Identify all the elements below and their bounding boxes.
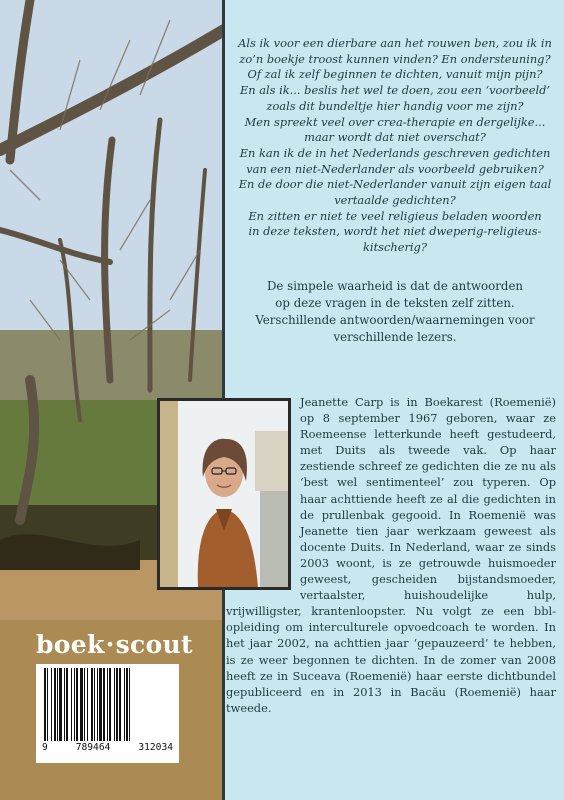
- poem-line: van een niet-Nederlander als voorbeeld gebruiken?: [246, 161, 544, 176]
- photo-spacer: [226, 394, 300, 596]
- barcode-group-right: 312034: [138, 742, 173, 753]
- publisher-dot: ·: [105, 630, 115, 659]
- barcode-bars: [40, 668, 175, 741]
- poem-line: vertaalde gedichten?: [334, 193, 456, 208]
- barcode-bar: [57, 668, 58, 741]
- poem-line: Als ik voor een dierbare aan het rouwen ben, zou ik in: [238, 36, 552, 50]
- poem-line: Men spreekt veel over crea-therapie en dergelijke...: [244, 114, 546, 129]
- poem-line: zoals dit bundeltje hier handig voor me zijn?: [266, 98, 524, 113]
- poem-line: zo’n boekje troost kunnen vinden? En ondersteuning?: [239, 51, 551, 66]
- barcode-bar: [109, 668, 111, 741]
- poem-line: maar wordt dat niet overschat?: [304, 130, 486, 145]
- barcode-bar: [59, 668, 62, 741]
- barcode-bar: [124, 668, 125, 741]
- publisher-logo: [36, 630, 193, 659]
- barcode-bar: [126, 668, 128, 741]
- poem-line: En als ik... beslis het wel te doen, zou een ‘voorbeeld’: [239, 83, 551, 98]
- statement-line: op deze vragen in de teksten zelf zitten.: [275, 296, 515, 310]
- barcode-bar: [64, 668, 65, 741]
- barcode-bar: [107, 668, 108, 741]
- barcode-bar: [71, 668, 72, 741]
- statement-line: verschillende lezers.: [333, 330, 457, 344]
- barcode-bar: [87, 668, 88, 741]
- barcode-bar: [44, 668, 46, 741]
- statement-block: [236, 278, 554, 346]
- poem-line: En kan ik de in het Nederlands geschreven gedichten: [239, 145, 551, 160]
- barcode-bar: [129, 668, 130, 741]
- poem-line: En zitten er niet te veel religieus beladen woorden: [248, 208, 542, 223]
- isbn-barcode: [36, 664, 179, 763]
- statement-line: Verschillende antwoorden/waarnemingen voor: [255, 313, 535, 327]
- barcode-group-left: 789464: [75, 742, 111, 753]
- publisher-name-part: scout: [115, 630, 193, 659]
- barcode-digits: [40, 742, 175, 753]
- bio-text: Jeanette Carp is in Boekarest (Roemenië) op 8 september 1967 geboren, waar ze Roemeense letterkunde heeft gestudeerd, met Duits als tweede vak. Op haar zestiende schreef ze gedichten die ze nu als ‘best wel sentimenteel’ zou typeren. Op haar achttiende heeft ze al die gedichten in de prullenbak gegooid. In Roemenië was Jeanette tien jaar werkzaam geweest als docente Duits. In Nederland, waar ze sinds 2003 woont, is ze getrouwde huismoeder geweest, gescheiden bijstandsmoeder, vertaalster, huishoudelijke hulp, vrijwilligster, krantenloopster. Nu volgt ze een bbl-opleiding om interculturele opvoedcoach te worden. In het jaar 2002, na achttien jaar ‘gepauzeerd’ te hebben, is ze weer begonnen te dichten. In de zomer van 2008 heeft ze in Suceava (Roemenië) haar eerste dichtbundel gepubliceerd en in 2013 in Bacău (Roemenië) haar tweede.: [226, 395, 556, 715]
- barcode-bar: [97, 668, 98, 741]
- poem-line: En de door die niet-Nederlander vanuit zijn eigen taal: [238, 177, 552, 192]
- barcode-bar: [54, 668, 56, 741]
- barcode-bar: [47, 668, 48, 741]
- poem-line: in deze teksten, wordt het niet dweperig-religieus-: [248, 224, 542, 239]
- barcode-bar: [116, 668, 118, 741]
- publisher-name-part: boek: [36, 630, 105, 659]
- back-cover-poem: [236, 36, 554, 256]
- barcode-bar: [99, 668, 102, 741]
- statement-line: De simpele waarheid is dat de antwoorden: [266, 279, 524, 293]
- barcode-lead-digit: 9: [42, 742, 48, 753]
- barcode-bar: [76, 668, 78, 741]
- barcode-bar: [119, 668, 121, 741]
- poem-line: Of zal ik zelf beginnen te dichten, vanuit mijn pijn?: [247, 67, 543, 82]
- barcode-bar: [51, 668, 52, 741]
- barcode-bar: [66, 668, 68, 741]
- author-biography: [226, 394, 556, 716]
- barcode-bar: [80, 668, 83, 741]
- barcode-bar: [84, 668, 85, 741]
- barcode-bar: [114, 668, 115, 741]
- barcode-bar: [94, 668, 95, 741]
- poem-line: kitscherig?: [363, 240, 427, 255]
- barcode-bar: [74, 668, 75, 741]
- barcode-bar: [91, 668, 93, 741]
- barcode-bar: [103, 668, 105, 741]
